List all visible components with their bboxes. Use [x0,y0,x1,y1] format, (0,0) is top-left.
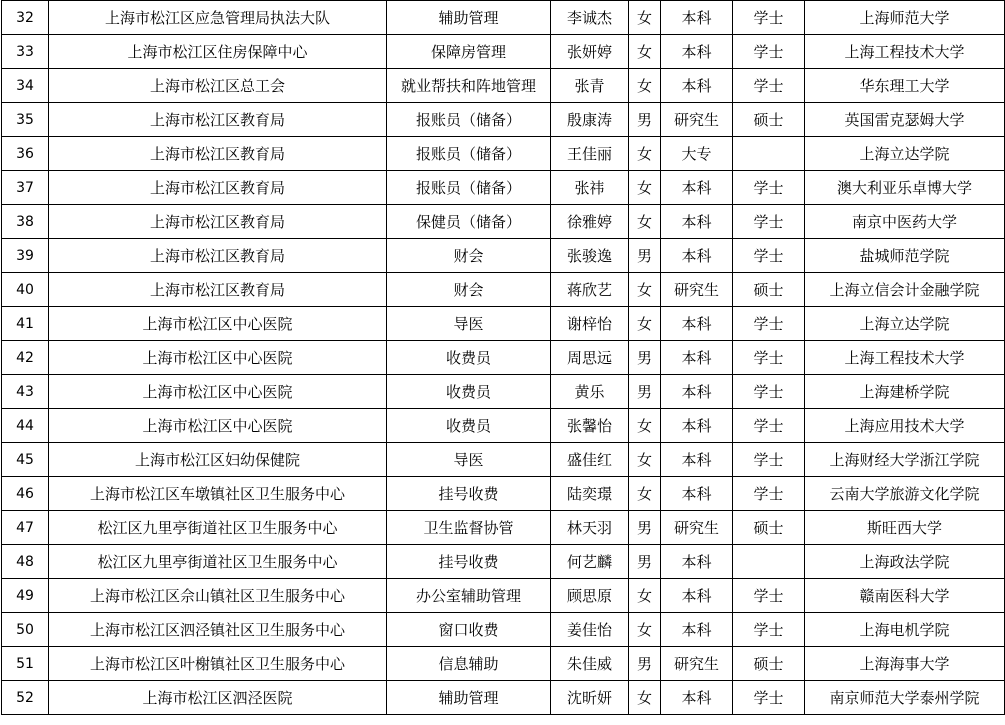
gender-cell: 男 [629,511,661,545]
table-row [2,647,1005,681]
person-name-cell: 何艺麟 [551,545,629,579]
table-row [2,477,1005,511]
person-name-cell: 蒋欣艺 [551,273,629,307]
position-cell: 窗口收费 [387,613,551,647]
person-name-cell: 姜佳怡 [551,613,629,647]
degree-cell: 学士 [733,409,805,443]
table-row [2,137,1005,171]
degree-cell [733,545,805,579]
position-cell: 卫生监督协管 [387,511,551,545]
degree-cell: 学士 [733,681,805,715]
person-name-cell: 谢梓怡 [551,307,629,341]
gender-cell: 女 [629,35,661,69]
education-cell: 本科 [661,613,733,647]
gender-cell: 女 [629,1,661,35]
table-row [2,171,1005,205]
education-cell: 本科 [661,205,733,239]
education-cell: 本科 [661,409,733,443]
row-number-cell: 45 [2,443,49,477]
table-row [2,579,1005,613]
degree-cell: 学士 [733,69,805,103]
gender-cell: 女 [629,205,661,239]
gender-cell: 男 [629,103,661,137]
position-cell: 挂号收费 [387,477,551,511]
gender-cell: 女 [629,409,661,443]
position-cell: 辅助管理 [387,1,551,35]
employer-unit-cell: 上海市松江区总工会 [49,69,387,103]
education-cell: 研究生 [661,103,733,137]
school-cell: 上海建桥学院 [805,375,1005,409]
gender-cell: 女 [629,273,661,307]
roster-table [1,0,1005,715]
row-number-cell: 36 [2,137,49,171]
row-number-cell: 35 [2,103,49,137]
gender-cell: 女 [629,443,661,477]
table-row [2,409,1005,443]
degree-cell: 硕士 [733,273,805,307]
school-cell: 南京师范大学泰州学院 [805,681,1005,715]
person-name-cell: 周思远 [551,341,629,375]
school-cell: 上海应用技术大学 [805,409,1005,443]
employer-unit-cell: 上海市松江区泗泾镇社区卫生服务中心 [49,613,387,647]
table-body [2,1,1005,715]
person-name-cell: 王佳丽 [551,137,629,171]
employer-unit-cell: 上海市松江区应急管理局执法大队 [49,1,387,35]
degree-cell: 学士 [733,375,805,409]
employer-unit-cell: 上海市松江区妇幼保健院 [49,443,387,477]
degree-cell [733,137,805,171]
row-number-cell: 38 [2,205,49,239]
school-cell: 上海师范大学 [805,1,1005,35]
table-row [2,545,1005,579]
school-cell: 南京中医药大学 [805,205,1005,239]
employer-unit-cell: 松江区九里亭街道社区卫生服务中心 [49,545,387,579]
education-cell: 本科 [661,681,733,715]
row-number-cell: 32 [2,1,49,35]
row-number-cell: 43 [2,375,49,409]
school-cell: 上海电机学院 [805,613,1005,647]
table-row [2,273,1005,307]
position-cell: 辅助管理 [387,681,551,715]
gender-cell: 男 [629,375,661,409]
position-cell: 挂号收费 [387,545,551,579]
row-number-cell: 40 [2,273,49,307]
row-number-cell: 37 [2,171,49,205]
school-cell: 云南大学旅游文化学院 [805,477,1005,511]
degree-cell: 硕士 [733,511,805,545]
education-cell: 研究生 [661,511,733,545]
school-cell: 上海工程技术大学 [805,35,1005,69]
education-cell: 本科 [661,443,733,477]
person-name-cell: 张妍婷 [551,35,629,69]
person-name-cell: 张骏逸 [551,239,629,273]
row-number-cell: 42 [2,341,49,375]
degree-cell: 学士 [733,443,805,477]
gender-cell: 女 [629,579,661,613]
table-row [2,103,1005,137]
person-name-cell: 张馨怡 [551,409,629,443]
school-cell: 英国雷克瑟姆大学 [805,103,1005,137]
school-cell: 上海海事大学 [805,647,1005,681]
gender-cell: 男 [629,341,661,375]
education-cell: 本科 [661,341,733,375]
school-cell: 赣南医科大学 [805,579,1005,613]
table-row [2,613,1005,647]
person-name-cell: 顾思原 [551,579,629,613]
degree-cell: 学士 [733,35,805,69]
degree-cell: 学士 [733,477,805,511]
education-cell: 本科 [661,239,733,273]
school-cell: 上海工程技术大学 [805,341,1005,375]
person-name-cell: 张祎 [551,171,629,205]
table-row [2,681,1005,715]
position-cell: 导医 [387,443,551,477]
school-cell: 上海政法学院 [805,545,1005,579]
row-number-cell: 50 [2,613,49,647]
gender-cell: 女 [629,69,661,103]
degree-cell: 学士 [733,1,805,35]
position-cell: 就业帮扶和阵地管理 [387,69,551,103]
position-cell: 报账员（储备） [387,171,551,205]
person-name-cell: 张青 [551,69,629,103]
row-number-cell: 33 [2,35,49,69]
gender-cell: 男 [629,545,661,579]
employer-unit-cell: 上海市松江区叶榭镇社区卫生服务中心 [49,647,387,681]
row-number-cell: 47 [2,511,49,545]
position-cell: 收费员 [387,409,551,443]
school-cell: 上海立信会计金融学院 [805,273,1005,307]
employer-unit-cell: 上海市松江区佘山镇社区卫生服务中心 [49,579,387,613]
table-row [2,239,1005,273]
degree-cell: 学士 [733,341,805,375]
position-cell: 保健员（储备） [387,205,551,239]
employer-unit-cell: 上海市松江区泗泾医院 [49,681,387,715]
employer-unit-cell: 上海市松江区教育局 [49,239,387,273]
person-name-cell: 沈昕妍 [551,681,629,715]
table-row [2,1,1005,35]
row-number-cell: 48 [2,545,49,579]
employer-unit-cell: 上海市松江区教育局 [49,103,387,137]
gender-cell: 男 [629,647,661,681]
person-name-cell: 陆奕璟 [551,477,629,511]
employer-unit-cell: 上海市松江区教育局 [49,137,387,171]
position-cell: 收费员 [387,375,551,409]
table-row [2,341,1005,375]
employer-unit-cell: 上海市松江区教育局 [49,273,387,307]
education-cell: 研究生 [661,647,733,681]
gender-cell: 女 [629,477,661,511]
employer-unit-cell: 上海市松江区中心医院 [49,341,387,375]
degree-cell: 硕士 [733,103,805,137]
person-name-cell: 殷康涛 [551,103,629,137]
row-number-cell: 52 [2,681,49,715]
education-cell: 本科 [661,579,733,613]
table-row [2,375,1005,409]
education-cell: 大专 [661,137,733,171]
education-cell: 本科 [661,307,733,341]
gender-cell: 女 [629,613,661,647]
gender-cell: 女 [629,171,661,205]
employer-unit-cell: 上海市松江区中心医院 [49,375,387,409]
education-cell: 本科 [661,1,733,35]
degree-cell: 学士 [733,307,805,341]
education-cell: 研究生 [661,273,733,307]
table-row [2,511,1005,545]
person-name-cell: 林天羽 [551,511,629,545]
degree-cell: 学士 [733,239,805,273]
table-row [2,205,1005,239]
employer-unit-cell: 上海市松江区车墩镇社区卫生服务中心 [49,477,387,511]
row-number-cell: 49 [2,579,49,613]
row-number-cell: 46 [2,477,49,511]
table-row [2,307,1005,341]
degree-cell: 学士 [733,613,805,647]
school-cell: 上海立达学院 [805,137,1005,171]
employer-unit-cell: 上海市松江区教育局 [49,205,387,239]
row-number-cell: 39 [2,239,49,273]
employer-unit-cell: 上海市松江区住房保障中心 [49,35,387,69]
position-cell: 报账员（储备） [387,103,551,137]
school-cell: 上海立达学院 [805,307,1005,341]
table-row [2,35,1005,69]
row-number-cell: 44 [2,409,49,443]
school-cell: 上海财经大学浙江学院 [805,443,1005,477]
person-name-cell: 黄乐 [551,375,629,409]
education-cell: 本科 [661,477,733,511]
row-number-cell: 34 [2,69,49,103]
education-cell: 本科 [661,375,733,409]
position-cell: 报账员（储备） [387,137,551,171]
degree-cell: 学士 [733,205,805,239]
education-cell: 本科 [661,545,733,579]
position-cell: 办公室辅助管理 [387,579,551,613]
degree-cell: 硕士 [733,647,805,681]
row-number-cell: 51 [2,647,49,681]
table-row [2,443,1005,477]
employer-unit-cell: 上海市松江区教育局 [49,171,387,205]
position-cell: 收费员 [387,341,551,375]
degree-cell: 学士 [733,171,805,205]
row-number-cell: 41 [2,307,49,341]
education-cell: 本科 [661,69,733,103]
position-cell: 信息辅助 [387,647,551,681]
position-cell: 财会 [387,273,551,307]
school-cell: 盐城师范学院 [805,239,1005,273]
position-cell: 财会 [387,239,551,273]
employer-unit-cell: 上海市松江区中心医院 [49,409,387,443]
gender-cell: 女 [629,681,661,715]
education-cell: 本科 [661,171,733,205]
school-cell: 澳大利亚乐卓博大学 [805,171,1005,205]
gender-cell: 男 [629,239,661,273]
position-cell: 保障房管理 [387,35,551,69]
person-name-cell: 盛佳红 [551,443,629,477]
person-name-cell: 徐雅婷 [551,205,629,239]
position-cell: 导医 [387,307,551,341]
employer-unit-cell: 上海市松江区中心医院 [49,307,387,341]
gender-cell: 女 [629,137,661,171]
education-cell: 本科 [661,35,733,69]
school-cell: 华东理工大学 [805,69,1005,103]
table-row [2,69,1005,103]
degree-cell: 学士 [733,579,805,613]
employer-unit-cell: 松江区九里亭街道社区卫生服务中心 [49,511,387,545]
gender-cell: 女 [629,307,661,341]
person-name-cell: 李诚杰 [551,1,629,35]
person-name-cell: 朱佳威 [551,647,629,681]
school-cell: 斯旺西大学 [805,511,1005,545]
